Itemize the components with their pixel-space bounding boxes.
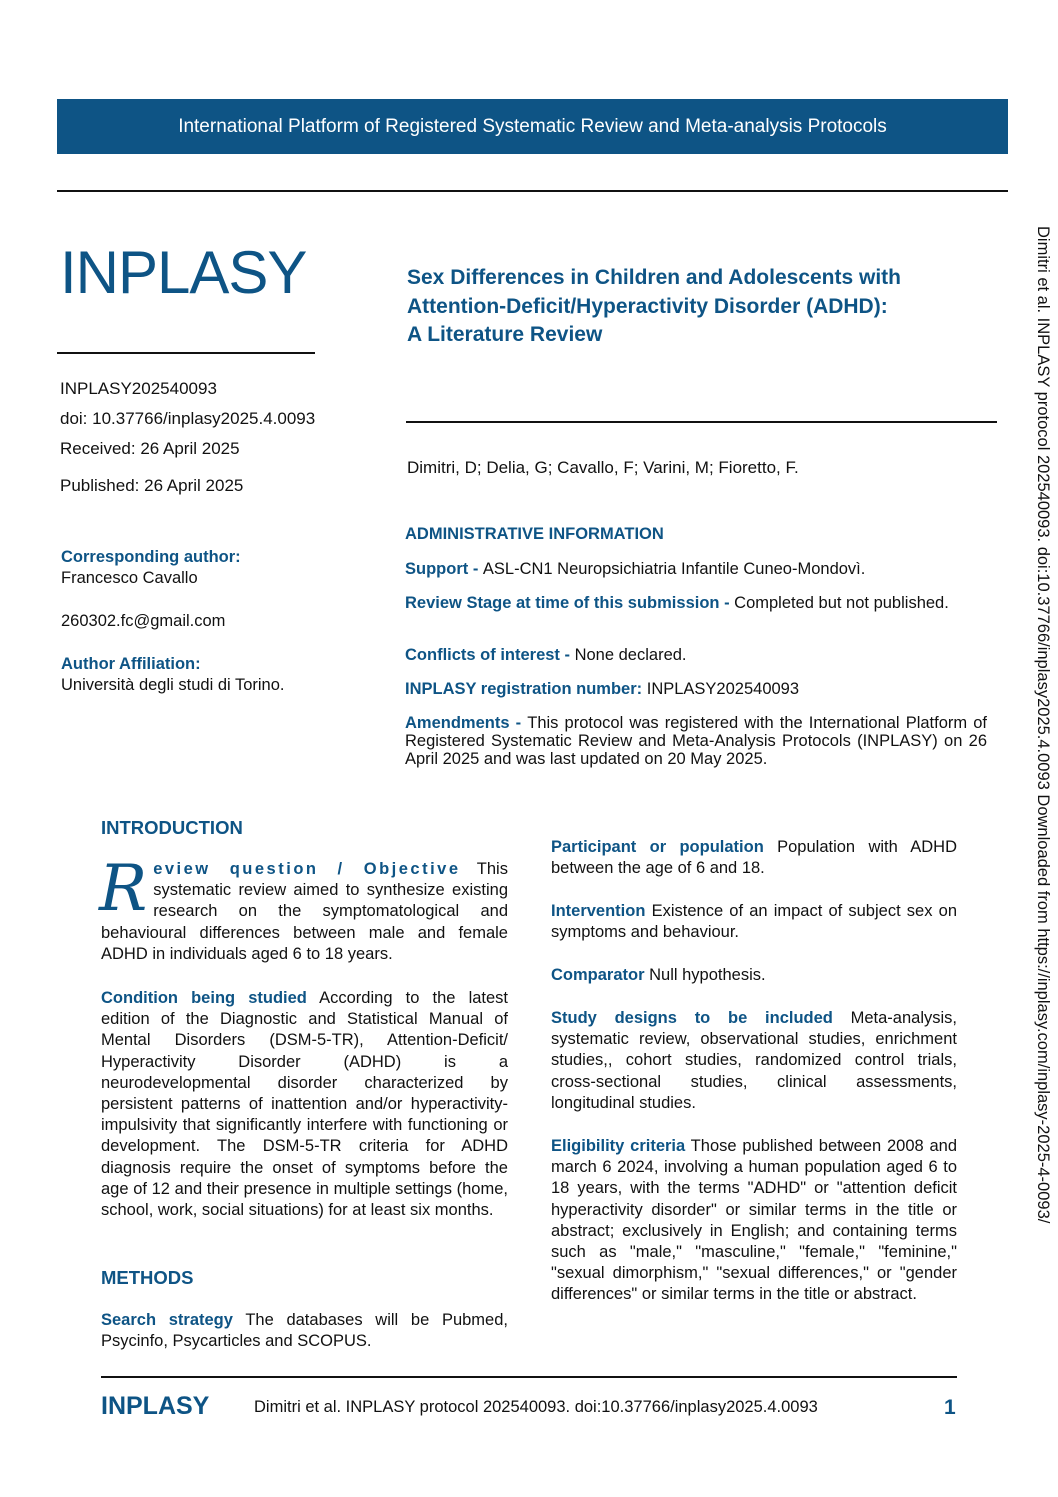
vertical-citation: Dimitri et al. INPLASY protocol 202540093. doi:10.37766/inplasy2025.4.0093 Downloaded from https://inplasy.com/inplasy-2025-4-0093/ bbox=[1034, 226, 1052, 1224]
review-question bbox=[99, 852, 508, 965]
stage-text: Completed but not published. bbox=[734, 594, 949, 612]
comparator-text: Null hypothesis. bbox=[644, 966, 766, 984]
platform-banner bbox=[57, 99, 1008, 154]
author-affiliation bbox=[61, 654, 284, 696]
footer-logo-text: INPLASY bbox=[101, 1392, 210, 1420]
support-label: Support - bbox=[405, 560, 483, 578]
inplasy-logo-text: INPLASY bbox=[60, 239, 307, 306]
conflicts-text: None declared. bbox=[574, 646, 687, 664]
brand-rule bbox=[57, 352, 315, 354]
support-text: ASL-CN1 Neuropsichiatria Infantile Cuneo-Mondovì. bbox=[482, 560, 866, 578]
search-text: The databases will be Pubmed, Psycinfo, Psycarticles and SCOPUS. bbox=[101, 1311, 508, 1351]
title-rule bbox=[406, 421, 997, 423]
banner-text: International Platform of Registered Systematic Review and Meta-analysis Protocols bbox=[178, 115, 887, 137]
top-rule bbox=[57, 190, 1008, 192]
author-email[interactable]: 260302.fc@gmail.com bbox=[61, 612, 226, 630]
intervention-text: Existence of an impact of subject sex on symptoms and behaviour. bbox=[551, 902, 957, 942]
condition-studied bbox=[101, 988, 508, 1221]
footer-citation: Dimitri et al. INPLASY protocol 202540093. doi:10.37766/inplasy2025.4.0093 bbox=[254, 1398, 818, 1416]
search-strategy bbox=[101, 1310, 508, 1352]
methods-heading: METHODS bbox=[101, 1267, 194, 1288]
admin-support bbox=[405, 560, 987, 578]
eligibility-criteria bbox=[551, 1136, 957, 1306]
title-line: Attention-Deficit/Hyperactivity Disorder (ADHD): bbox=[407, 294, 888, 318]
author-list: Dimitri, D; Delia, G; Cavallo, F; Varini, M; Fioretto, F. bbox=[407, 458, 799, 477]
corresponding-name: Francesco Cavallo bbox=[61, 569, 198, 587]
search-label: Search strategy bbox=[101, 1311, 233, 1329]
intervention-label: Intervention bbox=[551, 902, 646, 920]
drop-cap: R bbox=[99, 852, 148, 926]
population-label: Participant or population bbox=[551, 838, 764, 856]
admin-heading-text: ADMINISTRATIVE INFORMATION bbox=[405, 525, 664, 543]
design-text: Meta-analysis, systematic review, observational studies, enrichment studies,, cohort studies, randomized control trials, cross-sectional studies, clinical assessments, longitudinal studies. bbox=[551, 1009, 957, 1112]
design-label: Study designs to be included bbox=[551, 1009, 833, 1027]
title-line: A Literature Review bbox=[407, 323, 603, 346]
conflicts-label: Conflicts of interest - bbox=[405, 646, 575, 664]
registration-label: INPLASY registration number: bbox=[405, 680, 647, 698]
title-line: Sex Differences in Children and Adolescents with bbox=[407, 266, 902, 289]
eligibility-text: Those published between 2008 and march 6 2024, involving a human population aged 6 to 18 years, with the terms "ADHD" or "attention deficit hyperactivity disorder" or similar terms in the title or abstract; exclusively in English; and containing terms such as "male," "masculine," "female," "feminine," "sexual dimorphism," "sexual differences," or "gender differences" or similar terms in the title or abstract. bbox=[551, 1137, 957, 1304]
intervention bbox=[551, 901, 957, 943]
condition-text: According to the latest edition of the Diagnostic and Statistical Manual of Mental Disorders (DSM-5-TR), Attention-Deficit/ Hyperactivity Disorder (ADHD) is a neurodevelopmental disorder characterized by persistent patterns of inattention and/or hyperactivity-impulsivity that significantly interfere with functioning or development. The DSM-5-TR criteria for ADHD diagnosis require the onset of symptoms before the age of 12 and their presence in multiple settings (home, school, work, social situations) for at least six months. bbox=[101, 989, 509, 1220]
condition-label: Condition being studied bbox=[101, 989, 307, 1007]
stage-label: Review Stage at time of this submission - bbox=[405, 594, 735, 612]
admin-stage bbox=[405, 594, 987, 612]
comparator bbox=[551, 965, 957, 986]
doi-text[interactable]: doi: 10.37766/inplasy2025.4.0093 bbox=[60, 409, 316, 428]
corresponding-label: Corresponding author: bbox=[61, 548, 241, 566]
population-text: Population with ADHD between the age of 6 and 18. bbox=[551, 838, 957, 878]
comparator-label: Comparator bbox=[551, 966, 645, 984]
amendments-label: Amendments - bbox=[405, 714, 528, 732]
published-date: Published: 26 April 2025 bbox=[60, 476, 244, 495]
admin-amendments bbox=[405, 714, 987, 768]
study-designs bbox=[551, 1008, 957, 1114]
received-date: Received: 26 April 2025 bbox=[60, 439, 240, 458]
amendments-text: This protocol was registered with the International Platform of Registered Systematic Review and Meta-Analysis Protocols (INPLASY) on 26 April 2025 and was last updated on 20 May 2025. bbox=[405, 714, 988, 768]
affiliation-text: Università degli studi di Torino. bbox=[61, 676, 285, 694]
admin-conflicts bbox=[405, 646, 987, 664]
affiliation-label: Author Affiliation: bbox=[61, 655, 201, 673]
review-question-label: eview question / Objective bbox=[153, 860, 461, 878]
admin-registration bbox=[405, 680, 987, 698]
footer-rule bbox=[101, 1376, 957, 1378]
page-number: 1 bbox=[944, 1396, 956, 1419]
corresponding-author bbox=[61, 547, 241, 589]
registration-id: INPLASY202540093 bbox=[60, 379, 217, 398]
registration-text: INPLASY202540093 bbox=[646, 680, 800, 698]
admin-heading bbox=[405, 525, 987, 543]
participants bbox=[551, 837, 957, 879]
review-question-text: This systematic review aimed to synthesize existing research on the symptomatological and behavioural differences between male and female ADHD in individuals aged 6 to 18 years. bbox=[101, 860, 508, 963]
introduction-heading: INTRODUCTION bbox=[101, 817, 243, 838]
paper-title bbox=[407, 264, 987, 350]
eligibility-label: Eligibility criteria bbox=[551, 1137, 686, 1155]
